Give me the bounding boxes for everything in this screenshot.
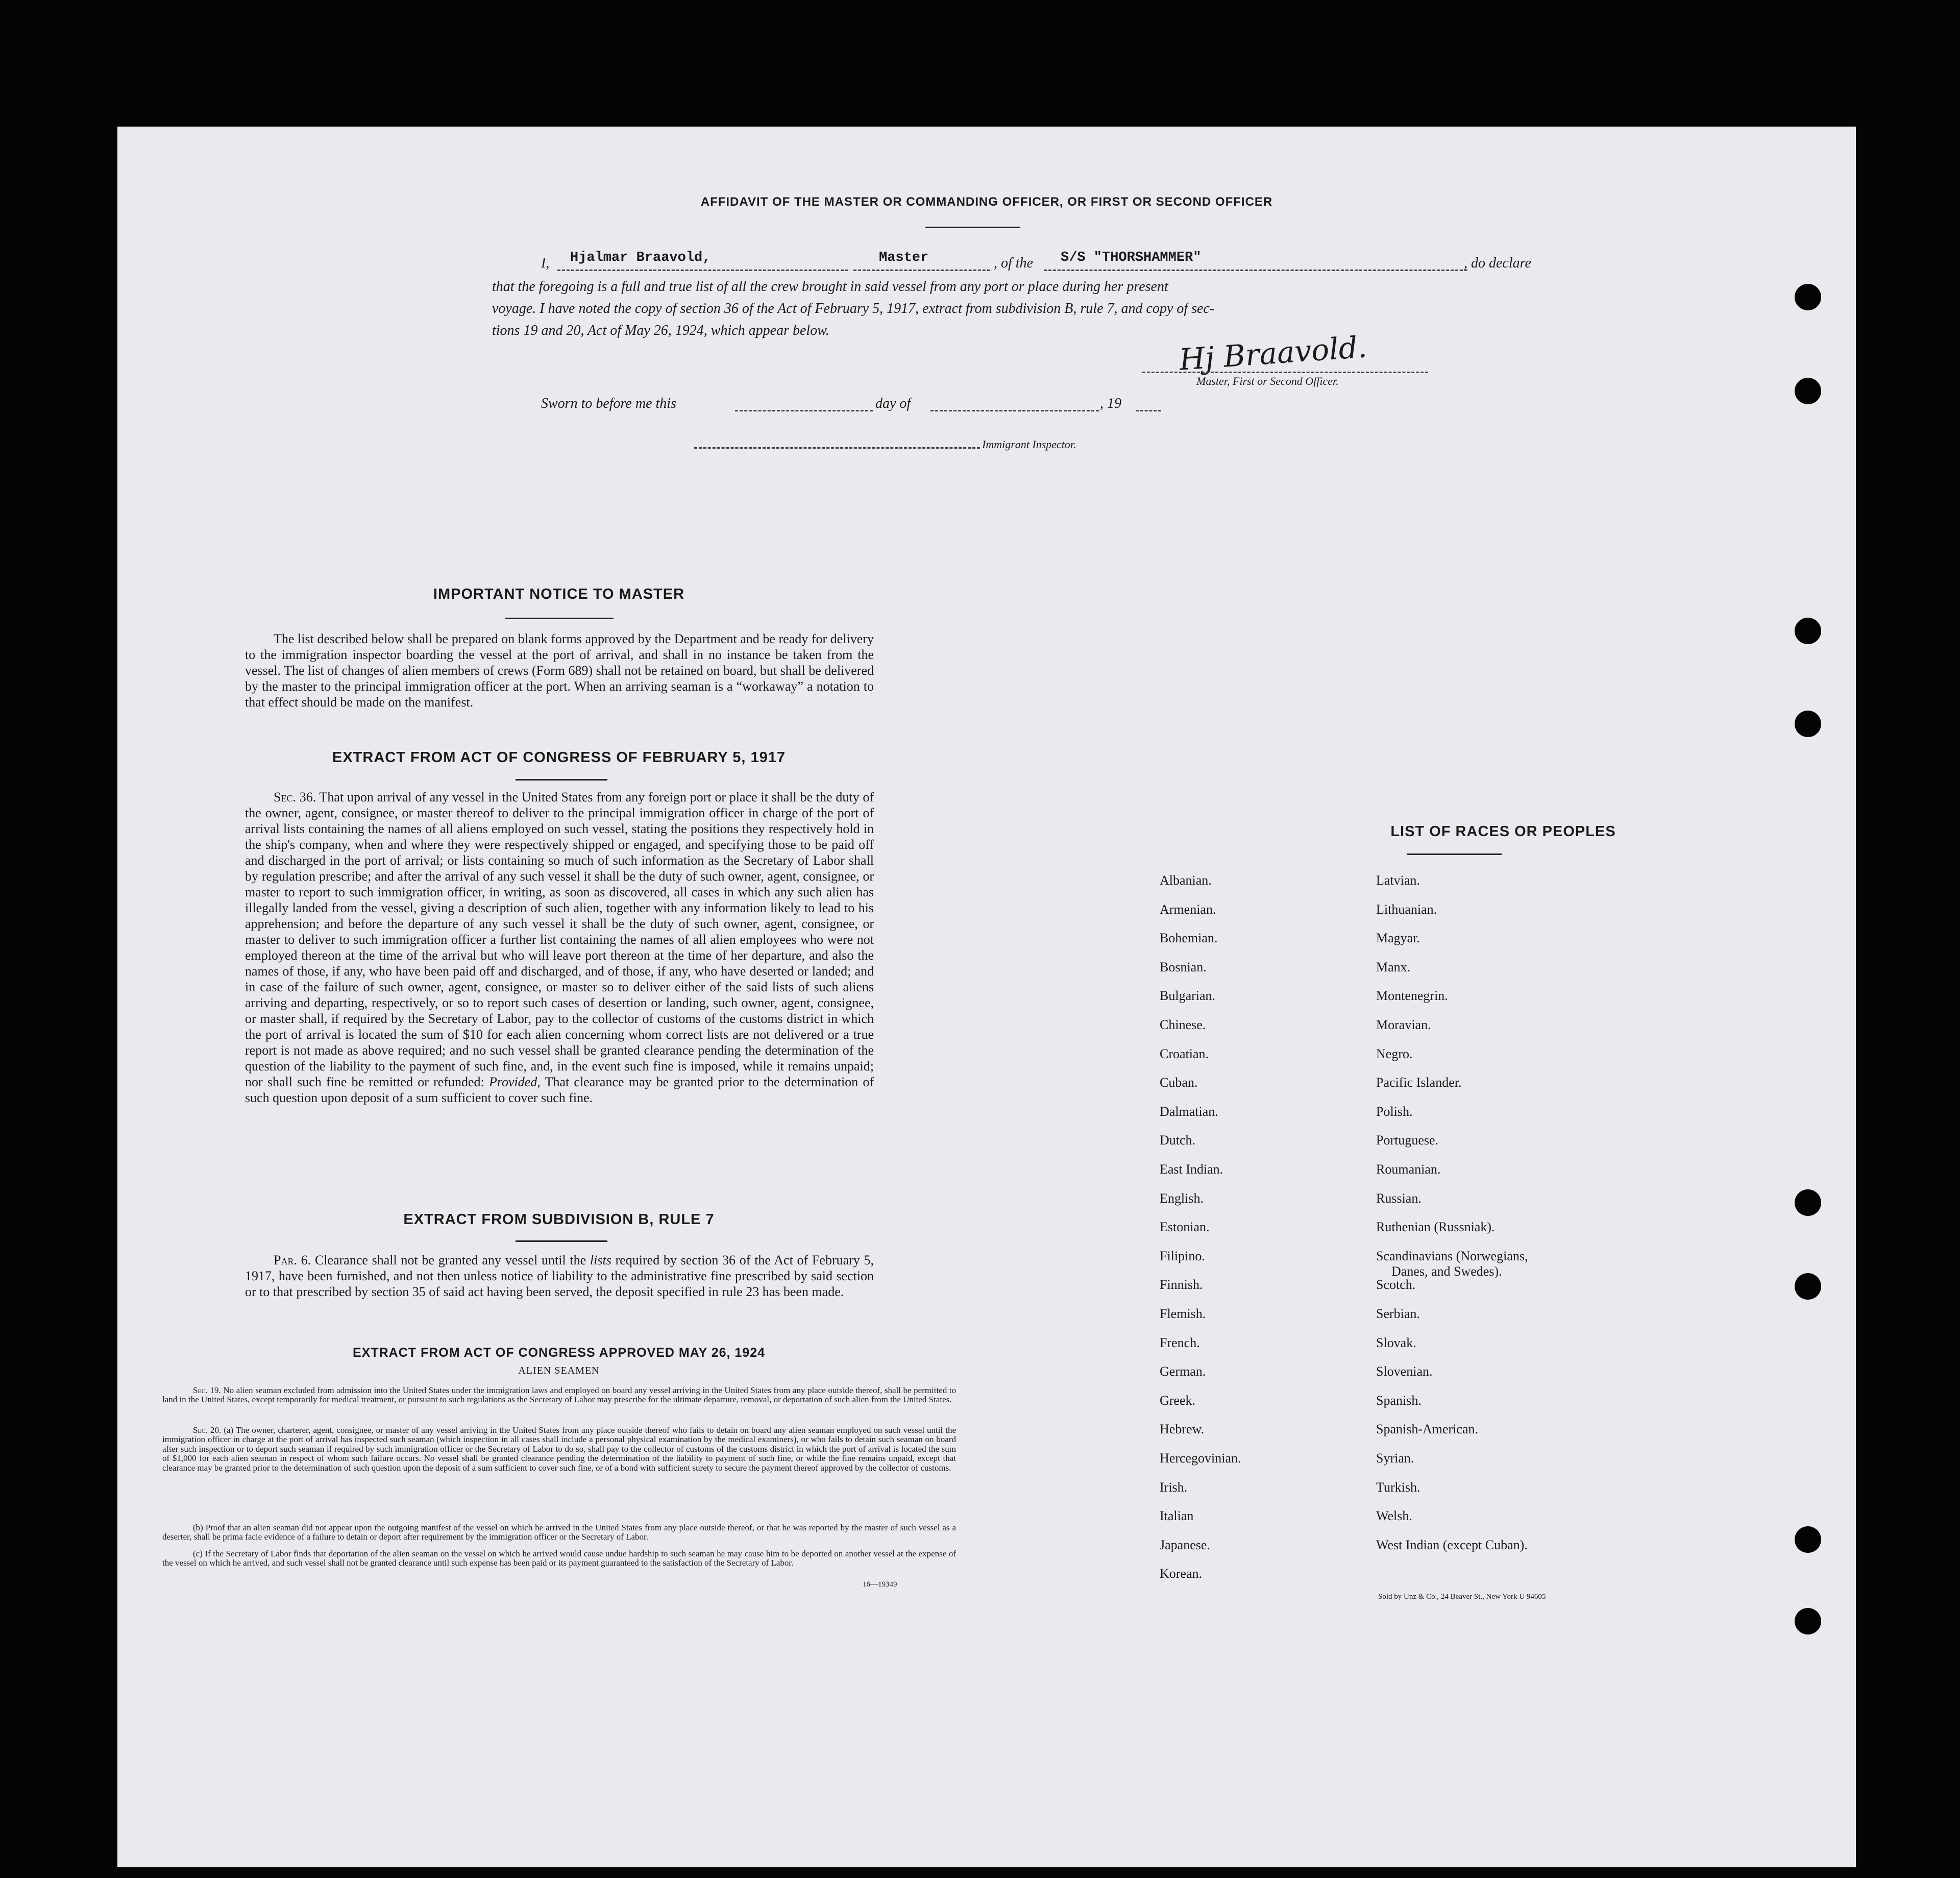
race-item: Korean. <box>1160 1566 1203 1581</box>
provided-word: Provided, <box>488 1075 541 1089</box>
race-item: Dalmatian. <box>1160 1104 1218 1119</box>
race-item: Slovenian. <box>1376 1364 1433 1379</box>
race-item: Spanish. <box>1376 1393 1422 1408</box>
sec-36-body: That upon arrival of any vessel in the United States from any foreign port or place it shall be the duty of the owner, agent, consignee, or master thereof to deliver to the principal immigration officer in charge of the port of arrival lists containing the names of all aliens employed on such vessel, stating the positions they respectively hold in the ship's company, when and where they were respectively shipped or engaged, and specifying those to be paid off and discharged in the port of arrival; or lists containing so much of such information as the Secretary of Labor shall by regulation prescribe; and after the arrival of any such vessel it shall be the duty of such owner, agent, consignee, or master to report to such immigration officer, in writing, as soon as discovered, all cases in which any such alien has illegally landed from the vessel, giving a description of such alien, together with any information likely to lead to his apprehension; and before the departure of any such vessel it shall be the duty of such owner, agent, consignee, or master to deliver to such immigration officer a further list containing the names of all alien employees who were not employed thereon at the time of the arrival but who will leave port thereon at the time of her departure, and also the names of those, if any, who have been paid off and discharged, and of those, if any, who have deserted or landed; and in case of the failure of such owner, agent, consignee, or master so to deliver either of the said lists of such aliens arriving and departing, respectively, or so to report such cases of desertion or landing, such owner, agent, consignee, or master shall, if required by the Secretary of Labor, pay to the collector of customs of the customs district in which the port of arrival is located the sum of $10 for each alien concerning whom correct lists are not delivered or a true report is not made as above required; and no such vessel shall be granted clearance pending the determination of the question of the liability to the payment of such fine, and, in the event such fine is imposed, while it remains unpaid; nor shall such fine be remitted or refunded: <box>245 790 874 1089</box>
sec-36-label: Sec. 36. <box>274 790 316 804</box>
races-heading: LIST OF RACES OR PEOPLES <box>1390 823 1616 840</box>
sworn-text: Sworn to before me this <box>541 396 676 411</box>
master-signature: Hj Braavold. <box>1178 329 1368 377</box>
alien-seamen-subheading: ALIEN SEAMEN <box>518 1365 600 1376</box>
rank-value: Master <box>879 250 929 265</box>
race-item: Armenian. <box>1160 901 1216 917</box>
race-item: Negro. <box>1376 1046 1413 1061</box>
race-item: Bohemian. <box>1160 931 1218 946</box>
of-the-text: , of the <box>992 255 1033 272</box>
race-item: Japanese. <box>1160 1537 1210 1552</box>
race-item: Hebrew. <box>1160 1422 1205 1437</box>
punch-hole <box>1795 284 1821 310</box>
punch-hole <box>1795 1526 1821 1553</box>
par-6-text <box>245 1252 874 1300</box>
race-item: Scandinavians (Norwegians, <box>1376 1248 1528 1263</box>
extract-1917-heading: EXTRACT FROM ACT OF CONGRESS OF FEBRUARY 5, 1917 <box>332 749 786 766</box>
extract-1917-underline <box>516 779 607 781</box>
punch-hole <box>1795 1273 1821 1300</box>
signature-label: Master, First or Second Officer. <box>1196 375 1339 387</box>
affidavit-line-4: tions 19 and 20, Act of May 26, 1924, which appear below. <box>492 323 829 338</box>
sworn-month-line <box>930 410 1099 411</box>
race-item: Latvian. <box>1376 873 1420 888</box>
vessel-name: S/S "THORSHAMMER" <box>1061 250 1202 265</box>
race-item: Turkish. <box>1376 1479 1420 1495</box>
race-item: Welsh. <box>1376 1508 1412 1524</box>
punch-hole <box>1795 711 1821 737</box>
sec-20b-text: (b) Proof that an alien seaman did not appear upon the outgoing manifest of the vessel on which he arrived in the United States from any place outside thereof, or that he was reported by the master of such vessel as a deserter, shall be prima facie evidence of a failure to detain or deport after requirement by the immigration officer or the Secretary of Labor. <box>162 1523 956 1542</box>
race-item: Magyar. <box>1376 931 1420 946</box>
sec-20-label: Sec. 20. <box>193 1425 222 1435</box>
notice-heading: IMPORTANT NOTICE TO MASTER <box>433 586 685 602</box>
race-item: Hercegovinian. <box>1160 1451 1241 1466</box>
race-item: Ruthenian (Russniak). <box>1376 1220 1495 1235</box>
inspector-label: Immigrant Inspector. <box>982 438 1076 451</box>
race-item: Spanish-American. <box>1376 1422 1479 1437</box>
sec-20a-body: (a) The owner, charterer, agent, consignee, or master of any vessel arriving in the United States from any place outside thereof who fails to detain on board any alien seaman employed on such vessel until the immigration officer in charge at the port of arrival has inspected such seaman (which inspection in all cases shall include a personal physical examination by the medical examiners), or who fails to detain such seaman on board after such inspection or to deport such seaman if required by such immigration officer or the Secretary of Labor to do so, shall pay to the collector of customs of the customs district in which the port of arrival is located the sum of $1,000 for each alien seaman in respect of whom such failure occurs. No vessel shall be granted clearance pending the determination of the liability to payment of such fine, or while the fine remains unpaid, except that clearance may be granted prior to the determination of such question upon the deposit of a sum sufficient to cover such fine, or of a bond with sufficient surety to secure the payment thereof approved by the collector of customs. <box>162 1425 957 1473</box>
race-item: Scotch. <box>1376 1277 1416 1292</box>
extract-1924-heading: EXTRACT FROM ACT OF CONGRESS APPROVED MAY 26, 1924 <box>352 1346 766 1360</box>
master-name: Hjalmar Braavold, <box>570 250 711 265</box>
race-item: Moravian. <box>1376 1017 1431 1032</box>
document-sheet <box>117 127 1856 1867</box>
race-item: Italian <box>1160 1508 1194 1524</box>
race-item: Finnish. <box>1160 1277 1203 1292</box>
race-item: Chinese. <box>1160 1017 1206 1032</box>
declare-text: , do declare <box>1464 255 1531 271</box>
race-item: Estonian. <box>1160 1220 1210 1235</box>
race-item: Russian. <box>1376 1190 1422 1206</box>
rule7-heading: EXTRACT FROM SUBDIVISION B, RULE 7 <box>403 1211 715 1228</box>
race-item: Dutch. <box>1160 1133 1196 1148</box>
day-of-text: day of <box>875 396 911 411</box>
race-item: Serbian. <box>1376 1306 1420 1321</box>
affidavit-title: AFFIDAVIT OF THE MASTER OR COMMANDING OFFICER, OR FIRST OR SECOND OFFICER <box>700 195 1273 209</box>
title-underline <box>925 227 1020 228</box>
sworn-year-line <box>1136 410 1161 411</box>
affidavit-line-2: that the foregoing is a full and true list of all the crew brought in said vessel from any port or place during her present <box>492 279 1168 295</box>
race-item: Croatian. <box>1160 1046 1209 1061</box>
race-item: German. <box>1160 1364 1206 1379</box>
punch-hole <box>1795 378 1821 404</box>
notice-body: The list described below shall be prepared on blank forms approved by the Department and be ready for delivery to the immigration inspector boarding the vessel at the port of arrival, and shall in no instance be taken from the vessel. The list of changes of alien members of crews (Form 689) shall not be retained on board, but shall be delivered by the master to the principal immigration officer at the port. When an arriving seaman is a “workaway” a notation to that effect should be made on the manifest. <box>245 631 874 710</box>
race-item: Pacific Islander. <box>1376 1075 1462 1090</box>
race-item: Montenegrin. <box>1376 988 1448 1004</box>
punch-hole <box>1795 1189 1821 1216</box>
year-text: , 19 <box>1100 396 1121 411</box>
race-item: English. <box>1160 1190 1204 1206</box>
sec-36-text <box>245 789 874 1106</box>
name-fill-line <box>557 270 848 271</box>
race-item: Filipino. <box>1160 1248 1205 1263</box>
sec-19-text <box>162 1386 956 1405</box>
race-item: Polish. <box>1376 1104 1413 1119</box>
race-item: Lithuanian. <box>1376 901 1437 917</box>
race-item: Portuguese. <box>1376 1133 1439 1148</box>
races-underline <box>1407 853 1502 855</box>
race-item: Manx. <box>1376 959 1411 974</box>
race-item: Danes, and Swedes). <box>1391 1263 1502 1279</box>
race-item: West Indian (except Cuban). <box>1376 1537 1528 1552</box>
race-item: Roumanian. <box>1376 1162 1441 1177</box>
affidavit-prefix: I, <box>541 255 550 271</box>
par-6-body-a: Clearance shall not be granted any vessel until the <box>314 1253 586 1267</box>
sec-20a-text <box>162 1426 956 1473</box>
rule7-underline <box>516 1240 607 1242</box>
race-item: Bosnian. <box>1160 959 1207 974</box>
race-item: Slovak. <box>1376 1335 1416 1350</box>
signature-line <box>1142 372 1428 373</box>
sec-36-body-end: That clearance may be granted prior to the determination of such question upon deposit of a sum sufficient to cover such fine. <box>245 1075 874 1105</box>
par-6-body-b: required by section 36 of the Act of February 5, 1917, have been furnished, and not then unless notice of liability to the administrative fine prescribed by said section or to that prescribed by section 35 of said act having been served, the deposit specified in rule 23 has been made. <box>245 1253 874 1299</box>
form-number: 16—19349 <box>863 1580 897 1589</box>
race-item: Greek. <box>1160 1393 1196 1408</box>
race-item: Syrian. <box>1376 1451 1414 1466</box>
notice-underline <box>505 618 614 619</box>
sec-19-label: Sec. 19. <box>193 1385 221 1395</box>
punch-hole <box>1795 1608 1821 1635</box>
race-item: Irish. <box>1160 1479 1188 1495</box>
printer-imprint: Sold by Unz & Co., 24 Beaver St., New York U 94605 <box>1378 1593 1546 1601</box>
race-item: Cuban. <box>1160 1075 1198 1090</box>
sworn-date-line <box>735 410 873 411</box>
lists-word: lists <box>590 1253 611 1267</box>
punch-hole <box>1795 618 1821 644</box>
race-item: Bulgarian. <box>1160 988 1216 1004</box>
race-item: French. <box>1160 1335 1200 1350</box>
vessel-fill-line <box>1044 270 1467 271</box>
inspector-line <box>694 447 980 449</box>
race-item: Flemish. <box>1160 1306 1206 1321</box>
race-item: East Indian. <box>1160 1162 1223 1177</box>
affidavit-line-3: voyage. I have noted the copy of section 36 of the Act of February 5, 1917, extract from subdivision B, rule 7, and copy of sec- <box>492 301 1215 316</box>
sec-20c-text: (c) If the Secretary of Labor finds that deportation of the alien seaman on the vessel on which he arrived would cause undue hardship to such seaman he may cause him to be deported on another vessel at the expense of the vessel on which he arrived, and such vessel shall not be granted clearance until such expense has been paid or its payment guaranteed to the satisfaction of the Secretary of Labor. <box>162 1549 956 1568</box>
par-6-label: Par. 6. <box>274 1253 311 1267</box>
race-item: Albanian. <box>1160 873 1212 888</box>
sec-19-body: No alien seaman excluded from admission into the United States under the immigration laws and employed on board any vessel arriving in the United States from any place outside thereof, shall be permitted to land in the United States, except temporarily for medical treatment, or pursuant to such regulations as the Secretary of Labor may prescribe for the ultimate departure, removal, or deportation of such alien from the United States. <box>162 1385 956 1405</box>
